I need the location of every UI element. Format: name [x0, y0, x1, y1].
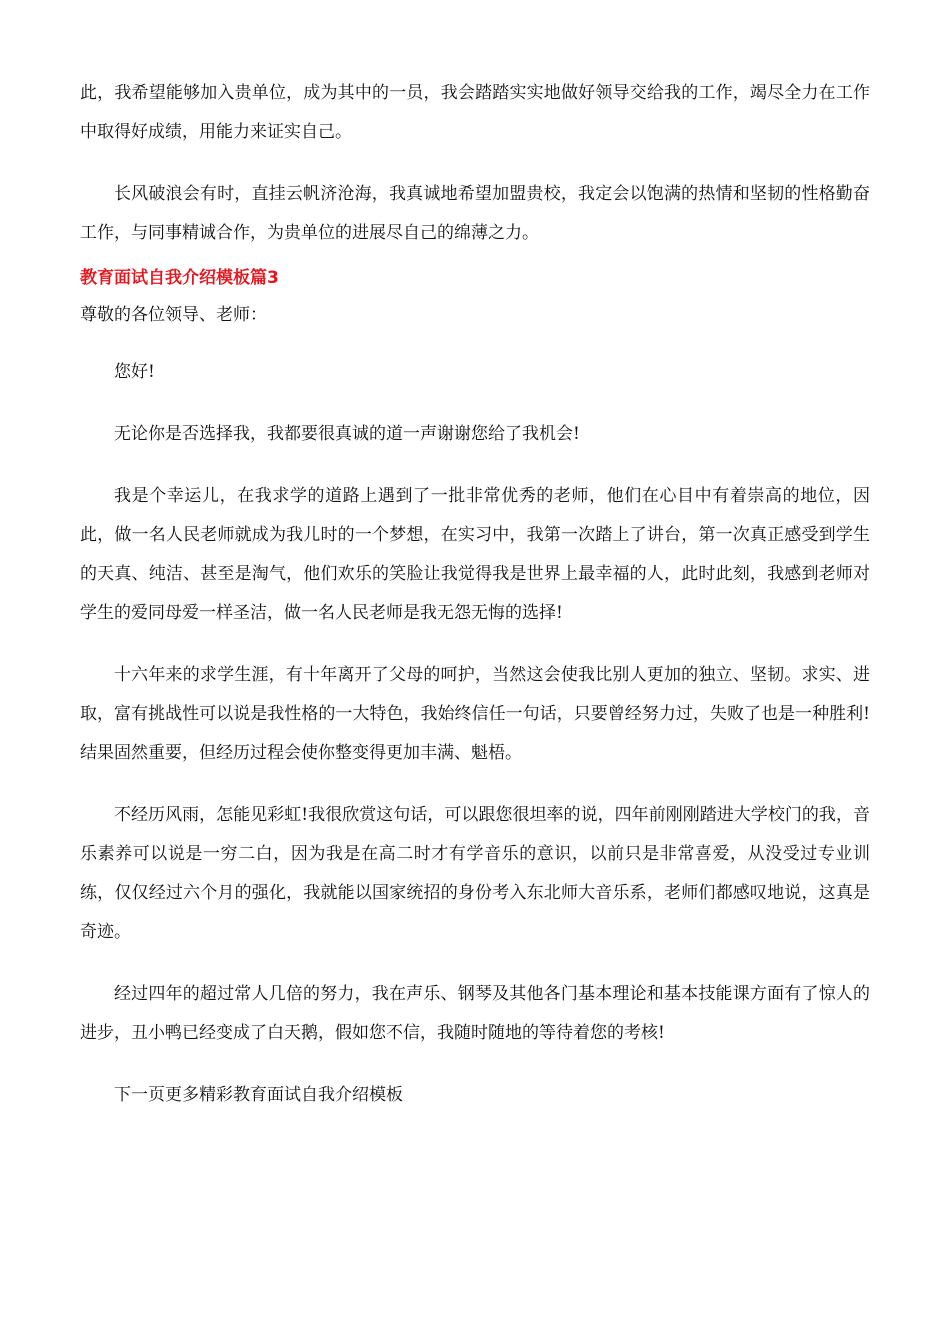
- paragraph-study: 十六年来的求学生涯，有十年离开了父母的呵护，当然这会使我比别人更加的独立、坚韧。求实、进取，富有挑战性可以说是我性格的一大特色，我始终信任一句话，只要曾经努力过，失败了也是一种胜利!结果固然重要，但经历过程会使你整变得更加丰满、魁梧。: [80, 665, 870, 763]
- paragraph-progress: 经过四年的超过常人几倍的努力，我在声乐、钢琴及其他各门基本理论和基本技能课方面有了惊人的进步，丑小鸭已经变成了白天鹅，假如您不信，我随时随地的等待着您的考核!: [80, 984, 870, 1043]
- salutation: 尊敬的各位领导、老师：: [80, 305, 267, 325]
- section-heading: 教育面试自我介绍模板篇3: [80, 268, 279, 288]
- document-body: [80, 74, 870, 1138]
- paragraph-closing: 长风破浪会有时，直挂云帆济沧海，我真诚地希望加盟贵校，我定会以饱满的热情和坚韧的性格勤奋工作，与同事精诚合作，为贵单位的进展尽自己的绵薄之力。: [80, 184, 870, 243]
- paragraph-dream: 我是个幸运儿，在我求学的道路上遇到了一批非常优秀的老师，他们在心目中有着崇高的地位，因此，做一名人民老师就成为我儿时的一个梦想，在实习中，我第一次踏上了讲台，第一次真正感受到学生的天真、纯洁、甚至是淘气，他们欢乐的笑脸让我觉得我是世界上最幸福的人，此时此刻，我感到老师对学生的爱同母爱一样圣洁，做一名人民老师是我无怨无悔的选择!: [80, 486, 870, 623]
- paragraph-continued: 此，我希望能够加入贵单位，成为其中的一员，我会踏踏实实地做好领导交给我的工作，竭尽全力在工作中取得好成绩，用能力来证实自己。: [80, 83, 870, 142]
- greeting: 您好!: [114, 362, 155, 382]
- paragraph-thanks: 无论你是否选择我，我都要很真诚的道一声谢谢您给了我机会!: [114, 424, 580, 444]
- next-page-link[interactable]: 下一页更多精彩教育面试自我介绍模板: [114, 1085, 403, 1105]
- paragraph-music: 不经历风雨，怎能见彩虹!我很欣赏这句话，可以跟您很坦率的说，四年前刚刚踏进大学校门的我，音乐素养可以说是一穷二白，因为我是在高二时才有学音乐的意识，以前只是非常喜爱，从没受过专业训练，仅仅经过六个月的强化，我就能以国家统招的身份考入东北师大音乐系，老师们都感叹地说，这真是奇迹。: [80, 805, 870, 942]
